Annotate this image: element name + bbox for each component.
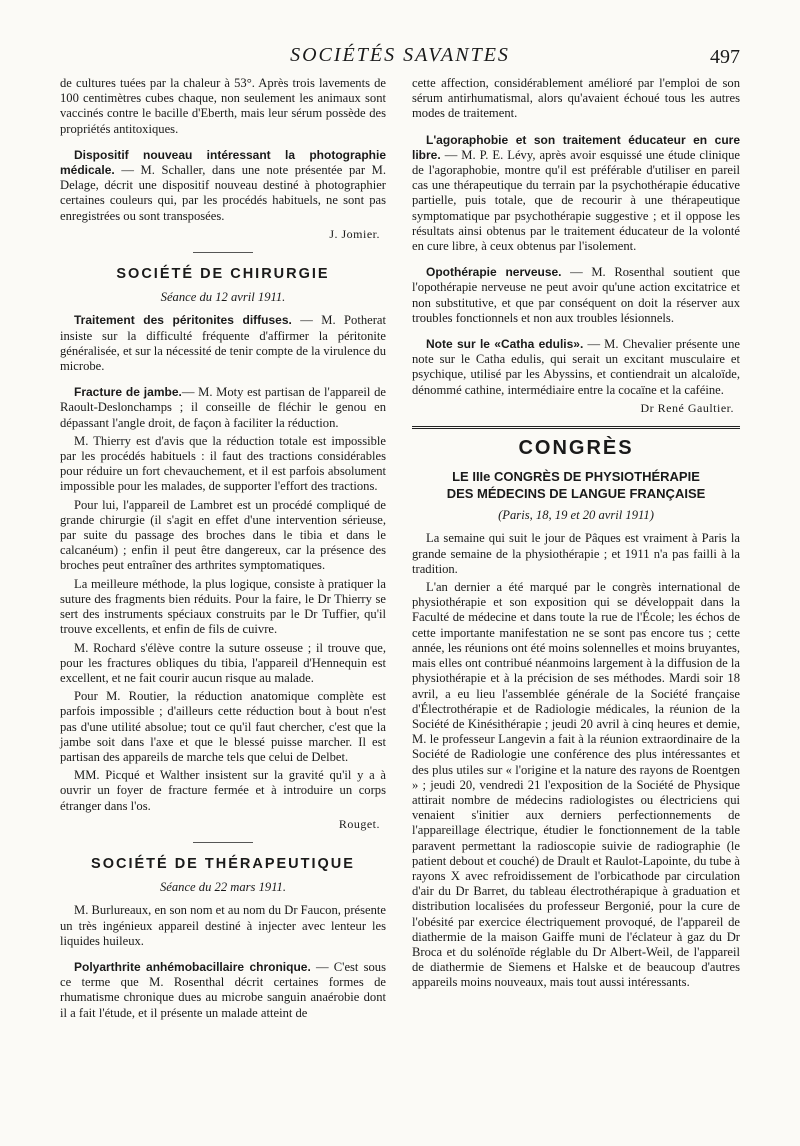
paragraph-heading: Fracture de jambe.: [74, 385, 182, 400]
paragraph: [412, 337, 740, 398]
paragraph: cette affection, considérablement amélioré par l'emploi de son sérum antirhumatismal, alors qu'avaient échoué tous les autres modes de traitement.: [412, 76, 740, 121]
paragraph: de cultures tuées par la chaleur à 53°. Après trois lavements de 100 centimètres cubes chaque, non seulement les animaux sont vaccinés contre le bacille d'Eberth, mais leur sérum possède des propriétés antitoxiques.: [60, 76, 386, 136]
running-title: SOCIÉTÉS SAVANTES: [290, 44, 510, 66]
paragraph: Pour M. Routier, la réduction anatomique complète est parfois impossible ; d'ailleurs cette réduction bout à bout n'est pas d'une utilité absolue; tout ce qu'il faut chercher, c'est que la jambe soit dans l'axe et que le blessé puisse marcher. Il est partisan des appareils de marche tels que celui de Delbet.: [60, 689, 386, 764]
paragraph: [60, 960, 386, 1021]
paragraph: [60, 148, 386, 224]
divider: [193, 252, 253, 253]
paragraph-text: — M. P. E. Lévy, après avoir esquissé une étude clinique de l'agoraphobie, montre qu'il est préférable d'utiliser en pareil cas une thérapeutique du terrain par la psychothérapie éducative partielle, puis totale, que de recourir à une thérapeutique symptomatique par psychothérapie suggestive ; et il oppose les résultats ainsi obtenus par le traitement éducateur de la volonté en cure libre, à ceux obtenus par l'isolement.: [412, 147, 740, 254]
divider: [193, 842, 253, 843]
session-date: Séance du 22 mars 1911.: [159, 880, 287, 895]
paragraph: [412, 265, 740, 326]
signature: Dr René Gaultier.: [640, 400, 734, 415]
paragraph: L'an dernier a été marqué par le congrès international de physiothérapie et son exposition qui se développait dans la Faculté de médecine et dans toute la rue de l'École; les échos de cette importante manifestation ne se sont pas encore tus ; cette année, les réunions ont été moins solennelles et moins bruyantes, mais elles ont contribué néanmoins largement à la diffusion de la physiothérapie et à la précision de ses méthodes. Mardi soir 18 avril, a eu lieu l'assemblée générale de la Société française d'Électrothérapie et de Radiologie médicales, la réunion de la Société de Kinésithérapie ; jeudi 20 avril à cinq heures et demie, M. le professeur Langevin a fait à la réunion extraordinaire de la Société de Radiologie une conférence des plus intéressantes et des plus utiles sur « l'origine et la nature des rayons de Roentgen » ; jeudi 20, vendredi 21 l'exposition de la Société de Physique attirait nombre de médecins radiologistes ou électriciens qui venaient s'initier aux derniers perfectionnements de l'appareillage électrique, étudier le fonctionnement de la table paravent permettant la radioscopie suivie de radiographie (le patient debout et couché) de Drault et Raulot-Lapointe, du tube à rayons X avec refroidissement de l'orbicathode par circulation d'air du Dr Barret, du tableau électrothérapique à graduation et distribution localisées du professeur Bergonié, pour la cure de l'obésité par exercice électriquement provoqué, de l'appareil de diathermie de la maison Gaiffe muni de l'éclateur à gaz du Dr Broca et du solénoïde réglable du Dr Albert-Weil, de l'appareil de diathermie de Siemens et Halske et de beaucoup d'autres appareils moins nouveaux, mais tout aussi intéressants.: [412, 580, 740, 990]
signature: Rouget.: [338, 816, 380, 831]
page-header: [60, 42, 740, 72]
paragraph-heading: Polyarthrite anhémobacillaire chronique.: [74, 959, 311, 974]
congress-title-line: LE IIIe CONGRÈS DE PHYSIOTHÉRAPIE: [452, 469, 700, 485]
paragraph-heading: L'agoraphobie et son traitement éducateur en cure libre.: [412, 132, 740, 162]
paragraph-heading: Opothérapie nerveuse.: [426, 265, 562, 280]
paragraph: [60, 313, 386, 374]
paragraph-heading: Traitement des péritonites diffuses.: [74, 313, 292, 328]
congress-title: [412, 468, 740, 502]
paragraph: La semaine qui suit le jour de Pâques est vraiment à Paris la grande semaine de la physiothérapie ; et 1911 n'a pas failli à la tradition.: [412, 531, 740, 576]
paragraph-text: — M. Chevalier présente une note sur le Catha edulis, qui serait un excitant musculaire et psychique, utilisé par les Abyssins, et contiendrait un alcaloïde, dénommé cathine, intermédiaire entre la cocaïne et la caféine.: [412, 337, 740, 397]
right-column: [412, 76, 740, 994]
paragraph: MM. Picqué et Walther insistent sur la gravité qu'il y a à ouvrir un foyer de fracture fermée et à introduire un corps étranger dans l'os.: [60, 768, 386, 813]
paragraph: [412, 133, 740, 255]
paragraph-heading: Dispositif nouveau intéressant la photographie médicale.: [60, 147, 386, 178]
section-title: SOCIÉTÉ DE CHIRURGIE: [116, 266, 330, 283]
paragraph: M. Thierry est d'avis que la réduction totale est impossible par les procédés habituels : il faut des tractions considérables pour réduire un fort chevauchement, et il est parfois absolument impossible pour les malades, de supporter l'effort des tractions.: [60, 433, 386, 494]
signature: J. Jomier.: [329, 226, 380, 241]
paragraph: M. Rochard s'élève contre la suture osseuse ; il trouve que, pour les fractures obliques du tibia, l'appareil d'Hennequin est excellent, et ne fait courir aucun risque au malade.: [60, 640, 386, 685]
paragraph-text: — C'est sous ce terme que M. Rosenthal décrit certaines formes de rhumatisme chronique dues au microbe sanguin anaérobie dont il a fait l'étude, et il présente un malade atteint de: [60, 959, 387, 1020]
left-column: [60, 76, 386, 1024]
paragraph-heading: Note sur le «Catha edulis».: [426, 337, 584, 352]
paragraph-text: — M. Potherat insiste sur la difficulté fréquente d'affirmer la péritonite généralisée, et sur la nécessité de tenir compte de la virulence du microbe.: [60, 313, 386, 374]
paragraph: Pour lui, l'appareil de Lambret est un procédé compliqué de grande chirurgie (il s'agit en effet d'une intervention sérieuse, par suite du passage des broches dans le tibia et dans le calcanéum) ; enfin il peut être dangereux, car la présence des broches peut entraîner des arthrites symptomatiques.: [60, 497, 386, 573]
paragraph: La meilleure méthode, la plus logique, consiste à pratiquer la suture des fragments bien réduits. Pour la faire, le Dr Thierry se sert des instruments spéciaux construits par le Dr Tuffier, qu'il trouve excellents, et enfin de fils de cuivre.: [60, 576, 386, 637]
paragraph-text: — M. Rosenthal soutient que l'opothérapie nerveuse ne peut avoir qu'une action excitatrice et non substitutive, et que par conséquent on doit la réserver aux troubles fonctionnels et non aux troubles lésionnels.: [412, 265, 740, 325]
paragraph: M. Burlureaux, en son nom et au nom du Dr Faucon, présente un très ingénieux appareil destiné à injecter avec lenteur les liquides huileux.: [60, 903, 386, 948]
section-title: CONGRÈS: [518, 437, 634, 460]
session-date: (Paris, 18, 19 et 20 avril 1911): [498, 508, 654, 523]
section-title: SOCIÉTÉ DE THÉRAPEUTIQUE: [91, 855, 355, 872]
paragraph: [60, 385, 386, 431]
page-number: 497: [710, 46, 740, 68]
congress-title-line: DES MÉDECINS DE LANGUE FRANÇAISE: [446, 486, 706, 502]
paragraph-text: — M. Schaller, dans une note présentée par M. Delage, décrit une dispositif nouveau destiné à photographier certaines couleurs qui, par les procédés habituels, ne sont pas enregistrées ou sont transposées.: [60, 163, 386, 223]
double-divider: [412, 426, 740, 429]
session-date: Séance du 12 avril 1911.: [160, 290, 286, 305]
paragraph-text: — M. Moty est partisan de l'appareil de Raoult-Deslonchamps ; il conseille de fléchir le genou en dépassant l'angle droit, de façon à faciliter la réduction.: [60, 385, 386, 430]
